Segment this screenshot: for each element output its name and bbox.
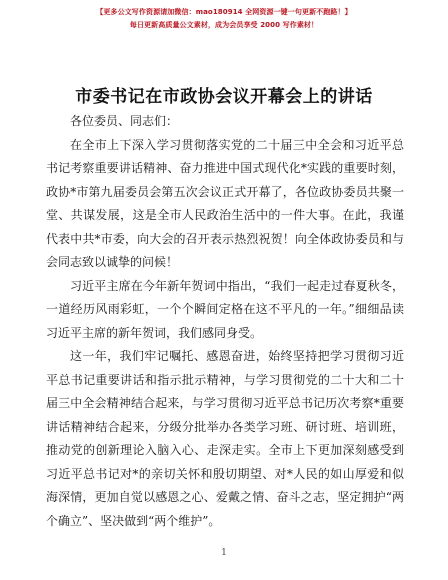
- document-body: [46, 110, 404, 533]
- promo-line-2: 每日更新高质量公文素材，成为会员享受 2000 写作素材！: [129, 21, 319, 29]
- salutation: 各位委员、同志们：: [70, 114, 179, 128]
- page-number: 1: [221, 548, 227, 558]
- document-title: 市委书记在市政协会议开幕会上的讲话: [75, 87, 373, 107]
- promo-line-1: 【更多公文写作资源请加微信：mao180914 全网资源一键一句更新不跑路！】: [96, 8, 352, 16]
- paragraph: 习近平主席在今年新年贺词中指出，“我们一起走过春夏秋冬，一道经历风雨彩虹，一个个瞬间定格在这不平凡的一年。”细细品读习近平主席的新年贺词，我们感同身受。: [46, 278, 404, 340]
- paragraph: 在全市上下深入学习贯彻落实党的二十届三中全会和习近平总书记考察重要讲话精神、奋力推进中国式现代化*实践的重要时刻，政协*市第九届委员会第五次会议正式开幕了，各位政协委员共聚一堂、共谋发展，这是全市人民政治生活中的一件大事。在此，我谨代表中共*市委，向大会的召开表示热烈祝贺！向全体政协委员和与会同志致以诚挚的问候！: [46, 137, 404, 269]
- paragraph: 这一年，我们牢记嘱托、感恩奋进，始终坚持把学习贯彻习近平总书记重要讲话和指示批示精神，与学习贯彻党的二十大和二十届三中全会精神结合起来，与学习贯彻习近平总书记历次考察*重要讲话精神结合起来，分级分批举办各类学习班、研讨班、培训班，推动党的创新理论入脑入心、走深走实。全市上下更加深刻感受到习近平总书记对*的亲切关怀和殷切期望、对*人民的如山厚爱和似海深情，更加自觉以感恩之心、爱戴之情、奋斗之志，坚定拥护“两个确立”、坚决做到“两个维护”。: [46, 349, 404, 528]
- promo-banner: [0, 6, 448, 31]
